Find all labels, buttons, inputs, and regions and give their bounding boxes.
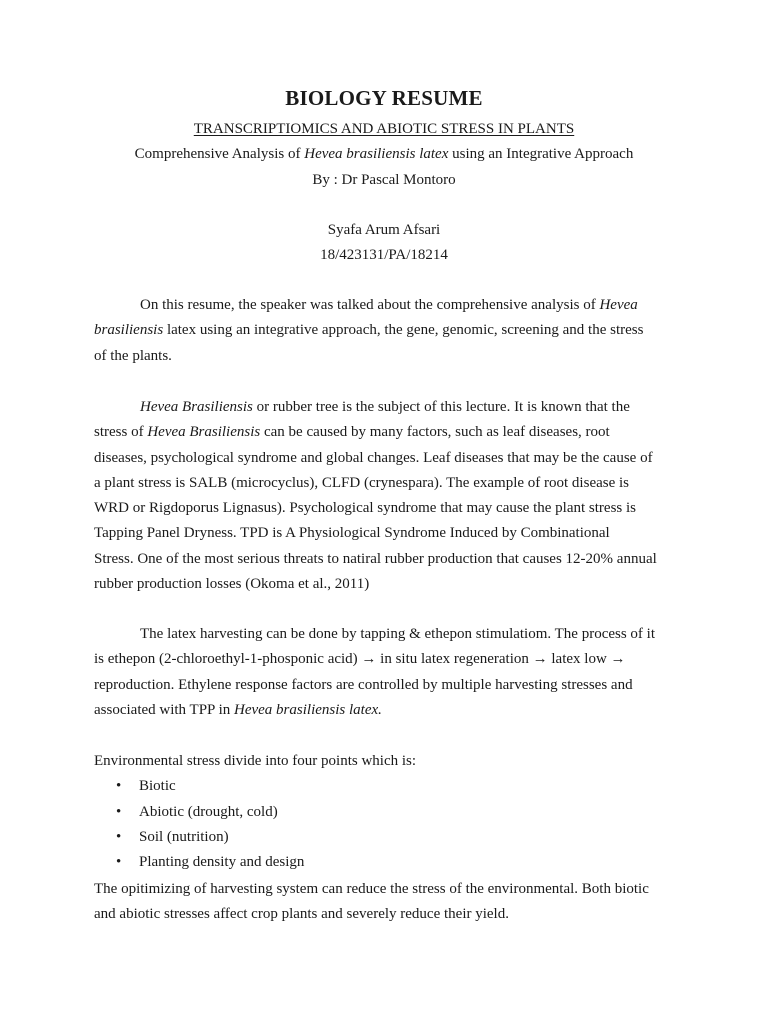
document-title: BIOLOGY RESUME [285,86,483,110]
text-run: in situ latex regeneration [376,651,533,668]
list-item [94,800,694,825]
paragraph [94,293,694,318]
paragraph [94,395,694,420]
list-intro: Environmental stress divide into four points which is: [94,753,417,769]
stress-list [94,774,694,875]
bullet-icon: • [116,778,122,795]
paragraph-intro [94,293,694,369]
text-line [94,395,694,420]
text-line: The opitimizing of harvesting system can reduce the stress of the environmental. Both biotic [94,881,649,897]
author-id: 18/423131/PA/18214 [320,247,448,263]
text-line: a plant stress is SALB (microcyclus), CLFD (crynespara). The example of root disease is [94,474,630,491]
text-run: can be caused by many factors, such as leaf diseases, root [260,424,610,441]
italic-run: Hevea brasiliensis latex. [234,701,382,718]
text-line [94,318,694,343]
paragraph-hevea [94,395,694,597]
text-run: latex low [547,651,611,668]
italic-run: Hevea Brasiliensis [140,399,253,415]
text-line: The latex harvesting can be done by tapping & ethepon stimulatiom. The process of it [140,626,656,642]
list-item-text: Biotic [139,778,176,795]
text-line: WRD or Rigdoporus Lignasus). Psychological syndrome that may cause the plant stress is [94,500,636,517]
environmental-stress-section [94,749,694,875]
list-item-text: Planting density and design [139,854,305,871]
document-description [0,146,768,163]
text-line: rubber production losses (Okoma et al., 2011) [94,576,370,593]
list-item-text: Soil (nutrition) [139,828,229,845]
list-item [94,825,694,850]
description-pre: Comprehensive Analysis of [134,146,305,162]
text-line: reproduction. Ethylene response factors are controlled by multiple harvesting stresses and [94,676,633,693]
text-run: associated with TPP in [94,701,234,718]
text-line: Stress. One of the most serious threats to natiral rubber production that causes 12-20% annual [94,550,657,567]
description-post: using an Integrative Approach [448,146,634,162]
bullet-icon: • [116,828,122,845]
text-run: latex using an integrative approach, the gene, genomic, screening and the stress [163,322,644,339]
arrow-right-icon: → [532,651,548,668]
paragraph-conclusion [94,877,694,928]
list-item [94,774,694,799]
text-run: stress of [94,424,148,441]
paragraph [94,622,694,647]
text-line [94,420,694,445]
text-run: is ethepon (2-chloroethyl-1-phosponic acid) [94,651,362,668]
description-italic: Hevea brasiliensis latex [304,146,449,162]
italic-run: brasiliensis [94,322,164,339]
italic-run: Hevea [599,297,638,313]
bullet-icon: • [116,803,122,820]
document-byline: By : Dr Pascal Montoro [312,172,456,188]
arrow-right-icon: → [610,651,626,668]
bullet-icon: • [116,854,122,871]
text-line: of the plants. [94,347,172,364]
text-line [94,698,694,723]
text-run: On this resume, the speaker was talked about the comprehensive analysis of [140,297,600,313]
text-line [94,647,694,672]
arrow-right-icon: → [361,651,377,668]
italic-run: Hevea Brasiliensis [147,424,261,441]
text-line: diseases, psychological syndrome and global changes. Leaf diseases that may be the cause of [94,449,653,466]
text-run: or rubber tree is the subject of this lecture. It is known that the [252,399,630,415]
list-item-text: Abiotic (drought, cold) [139,803,278,820]
text-line [94,293,694,318]
paragraph-latex-harvesting [94,622,694,723]
text-line: Tapping Panel Dryness. TPD is A Physiological Syndrome Induced by Combinational [94,525,610,542]
text-line: and abiotic stresses affect crop plants and severely reduce their yield. [94,906,509,923]
author-name: Syafa Arum Afsari [327,222,441,238]
document-subtitle: TRANSCRIPTIOMICS AND ABIOTIC STRESS IN PLANTS [193,121,575,137]
list-item [94,850,694,875]
